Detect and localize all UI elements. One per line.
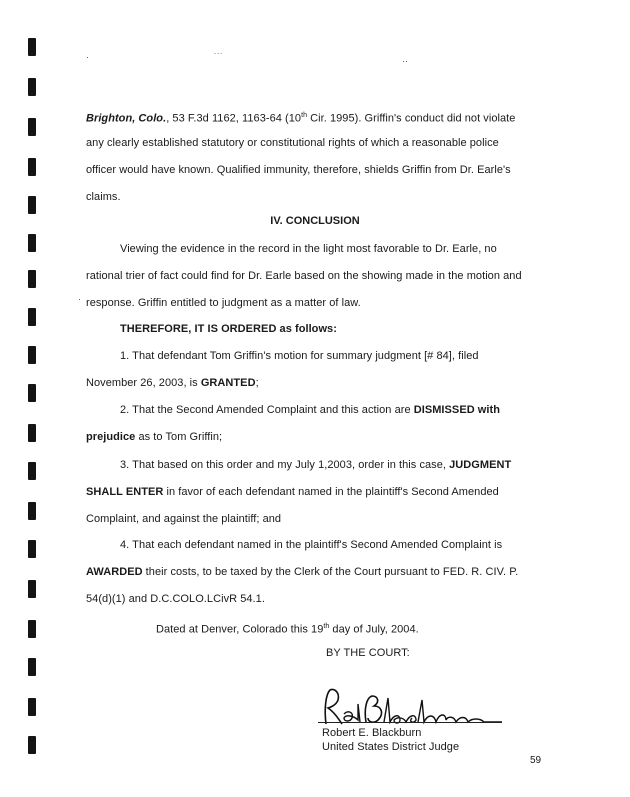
order-3-line-2: SHALL ENTER in favor of each defendant named in the plaintiff's Second Amended — [86, 486, 499, 498]
text-line-p1a: Brighton, Colo., 53 F.3d 1162, 1163-64 (10th Cir. 1995). Griffin's conduct did not violate — [86, 112, 516, 125]
conclusion-line-1: Viewing the evidence in the record in the light most favorable to Dr. Earle, no — [120, 243, 497, 255]
order-2-line-2: prejudice as to Tom Griffin; — [86, 431, 223, 443]
binder-hole-marks — [28, 38, 40, 758]
order-4-line-3: 54(d)(1) and D.C.COLO.LCivR 54.1. — [86, 593, 265, 605]
conclusion-line-3: response. Griffin entitled to judgment as a matter of law. — [86, 297, 361, 309]
order-4-line-2: AWARDED their costs, to be taxed by the Clerk of the Court pursuant to FED. R. CIV. P. — [86, 566, 519, 578]
signature-line — [318, 722, 502, 723]
signer-name: Robert E. Blackburn — [322, 727, 422, 739]
order-3-line-1: 3. That based on this order and my July 1,2003, order in this case, JUDGMENT — [120, 459, 512, 471]
text-line-p1c: officer would have known. Qualified immunity, therefore, shields Griffin from Dr. Earle's — [86, 164, 511, 176]
dated-line: Dated at Denver, Colorado this 19th day of July, 2004. — [156, 623, 419, 636]
judge-signature — [320, 684, 510, 732]
conclusion-line-2: rational trier of fact could find for Dr. Earle based on the showing made in the motion and — [86, 270, 522, 282]
case-citation: Brighton, Colo. — [86, 112, 167, 125]
signer-title: United States District Judge — [322, 741, 460, 753]
order-2-line-1: 2. That the Second Amended Complaint and this action are DISMISSED with — [120, 404, 500, 416]
by-the-court: BY THE COURT: — [326, 647, 410, 659]
order-4-line-1: 4. That each defendant named in the plaintiff's Second Amended Complaint is — [120, 539, 503, 551]
order-3-line-3: Complaint, and against the plaintiff; and — [86, 513, 282, 525]
order-1-line-1: 1. That defendant Tom Griffin's motion for summary judgment [# 84], filed — [120, 350, 479, 362]
page-number: 59 — [530, 755, 542, 766]
order-intro: THEREFORE, IT IS ORDERED as follows: — [120, 323, 337, 335]
text-line-p1d: claims. — [86, 191, 121, 203]
order-1-line-2: November 26, 2003, is GRANTED; — [86, 377, 259, 389]
text-line-p1b: any clearly established statutory or constitutional rights of which a reasonable police — [86, 137, 499, 149]
scan-specks: · ˙˙˙ ·· · — [78, 52, 408, 304]
section-heading: IV. CONCLUSION — [270, 215, 360, 227]
